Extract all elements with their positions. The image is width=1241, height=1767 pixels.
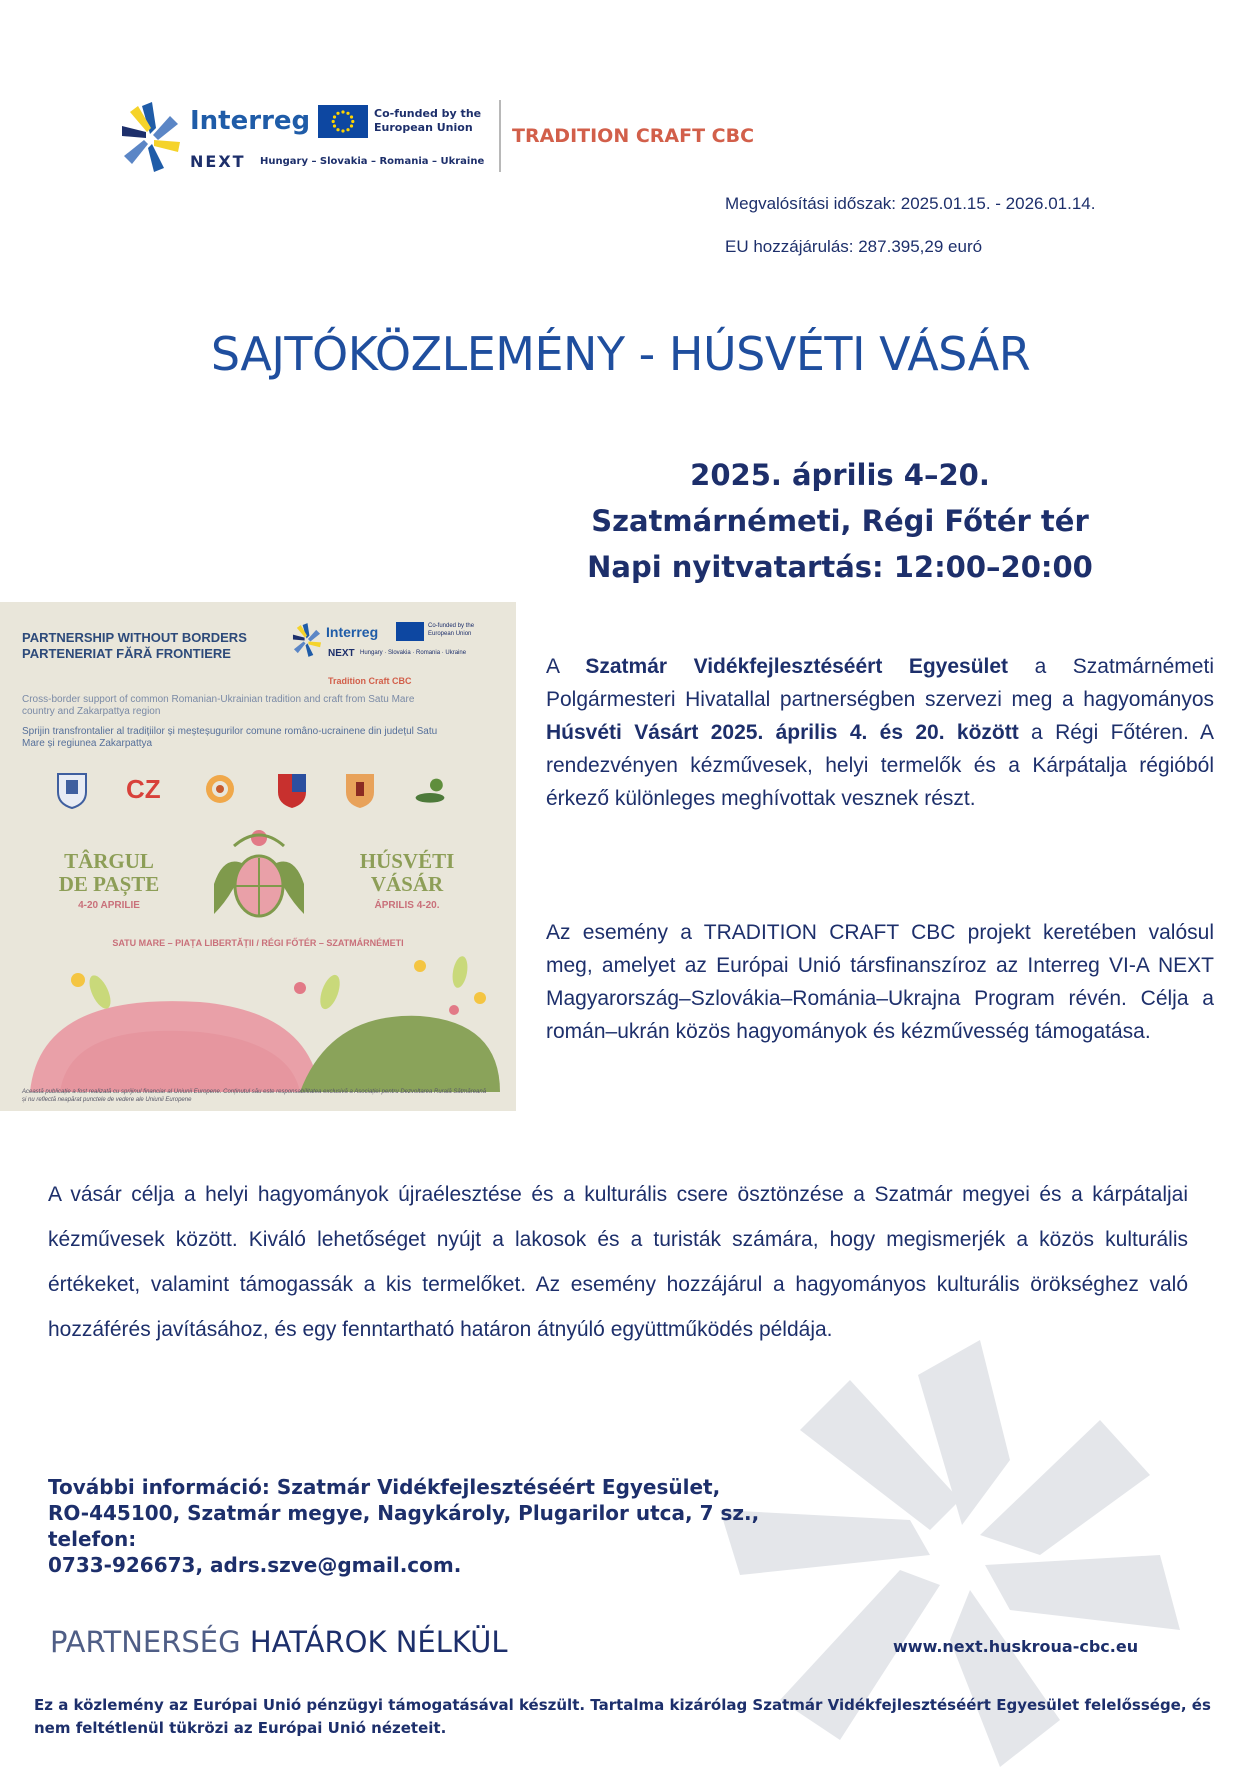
next-logo-text: NEXT [190,152,246,171]
eu-disclaimer: Ez a közlemény az Európai Unió pénzügyi támogatásával készült. Tartalma kizárólag Szatmár Vidékfejlesztéséért Egyesület felelőssége, és nem feltétlenül tükrözi az Európai Unió nézeteit. [34,1696,1211,1737]
intro-text-a: A [546,655,586,678]
easter-egg-illustration-icon [194,824,324,924]
crest-craft-icon [204,770,236,808]
fair-highlight: Húsvéti Vásárt 2025. április 4. és 20. között [546,721,1019,744]
poster-disclaimer: Această publicație a fost realizată cu sprijinul financiar al Uniunii Europene. Conținutul său este responsabilitatea exclusivă a Asociației pentru Dezvoltarea Rurală Sătmăreană și nu reflectă neapărat punctele de vedere ale Uniunii Europene [22,1089,487,1103]
poster-countries: Hungary · Slovakia · Romania · Ukraine [360,650,467,656]
crest-association-icon [124,770,161,808]
poster-title-en: PARTNERSHIP WITHOUT BORDERS [22,630,247,645]
spring-flowers-illustration-icon [0,952,516,1092]
partnership-slogan [50,1625,508,1659]
page-title: SAJTÓKÖZLEMÉNY - HÚSVÉTI VÁSÁR [210,327,1031,381]
slogan-part-1: PARTNERSÉG [50,1625,241,1659]
organizer-name: Szatmár Vidékfejlesztéséért Egyesület [585,655,1009,678]
cofunded-label: Co-funded by the European Union [374,107,482,134]
implementation-period: Megvalósítási időszak: 2025.01.15. - 2026.01.14. [725,194,1096,213]
contact-line-org: További információ: Szatmár Vidékfejlesztéséért Egyesület, [48,1475,721,1499]
project-title: TRADITION CRAFT CBC [512,125,755,147]
fair-title-ro: TÂRGUL DE PAȘTE [58,849,160,896]
eu-contribution: EU hozzájárulás: 287.395,29 euró [725,237,983,256]
interreg-logo-text: Interreg [190,106,311,136]
contact-block [48,1474,759,1578]
poster-cofunded: Co-funded by the European Union [428,623,475,637]
website-link[interactable]: www.next.huskroua-cbc.eu [893,1637,1139,1656]
program-countries: Hungary – Slovakia – Romania – Ukraine [260,156,485,167]
intro-text-b: a Szatmárnémeti Polgármesteri Hivatallal partnerségben szervezi meg a hagyományos [546,655,1214,711]
crest-satu-mare-icon [56,770,88,808]
fair-date-ro: 4-20 APRILIE [78,900,140,911]
eu-flag-icon [318,105,368,138]
poster-next-text: NEXT [328,648,355,659]
event-poster [0,602,516,1111]
poster-title-ro: PARTENERIAT FĂRĂ FRONTIERE [22,646,231,661]
crest-farm-icon [414,770,446,808]
goal-paragraph: A vásár célja a helyi hagyományok újraélesztése és a kulturális csere ösztönzése a Szatmár megyei és a kárpátaljai kézművesek között. Kiváló lehetőséget nyújt a lakosok és a turisták számára, hogy megismerjék a közös kulturális értékeket, valamint támogassák a kis termelőket. Az esemény hozzájárul a hagyományos kulturális örökséghez való hozzáférés javításához, és egy fenntartható határon átnyúló együttműködés példája. [48,1183,1188,1341]
poster-description-en: Cross-border support of common Romanian-Ukrainian tradition and craft from Satu Mare country and Zakarpattya region [22,694,415,717]
contact-line-phone-label: telefon: [48,1527,137,1551]
fair-title-hu: HÚSVÉTI VÁSÁR [359,849,455,896]
svg-text:CZ: CZ [126,774,161,804]
event-place: Szatmárnémeti, Régi Főtér tér [591,504,1089,538]
contact-line-address: RO-445100, Szatmár megye, Nagykároly, Plugarilor utca, 7 sz., [48,1501,760,1525]
poster-tradition: Tradition Craft CBC [328,676,412,686]
fair-date-hu: ÁPRILIS 4-20. [374,900,440,911]
event-hours: Napi nyitvatartás: 12:00–20:00 [587,550,1093,584]
contact-line-phone-email: 0733-926673, adrs.szve@gmail.com. [48,1553,462,1577]
poster-interreg-text: Interreg [326,624,379,640]
event-date: 2025. április 4–20. [690,458,990,492]
header-divider [499,100,501,172]
project-paragraph: Az esemény a TRADITION CRAFT CBC projekt keretében valósul meg, amelyet az Európai Unió társfinanszíroz az Interreg VI-A NEXT Magyarország–Szlovákia–Románia–Ukrajna Program révén. Célja a román–ukrán közös hagyományok és kézművesség támogatása. [546,921,1214,1043]
interreg-star-icon [120,102,182,172]
crest-county-icon [276,770,308,808]
poster-description-ro: Sprijin transfrontalier al tradițiilor și meșteșugurilor comune româno-ucrainene din județul Satu Mare și regiunea Zakarpattya [22,726,438,749]
poster-location: SATU MARE – PIAȚA LIBERTĂȚII / RÉGI FŐTÉR – SZATMÁRNÉMETI [112,938,404,948]
intro-paragraph [546,650,1214,815]
intro-text-c: a Régi Főtéren. A rendezvényen kézművesek, helyi termelők és a Kárpátalja régióból érkező különleges meghívottak vesznek részt. [546,721,1214,810]
poster-eu-flag-icon [396,622,424,641]
poster-interreg-star-icon [292,622,322,658]
crest-city-hall-icon [344,770,376,808]
slogan-part-2: HATÁROK NÉLKÜL [249,1625,508,1659]
